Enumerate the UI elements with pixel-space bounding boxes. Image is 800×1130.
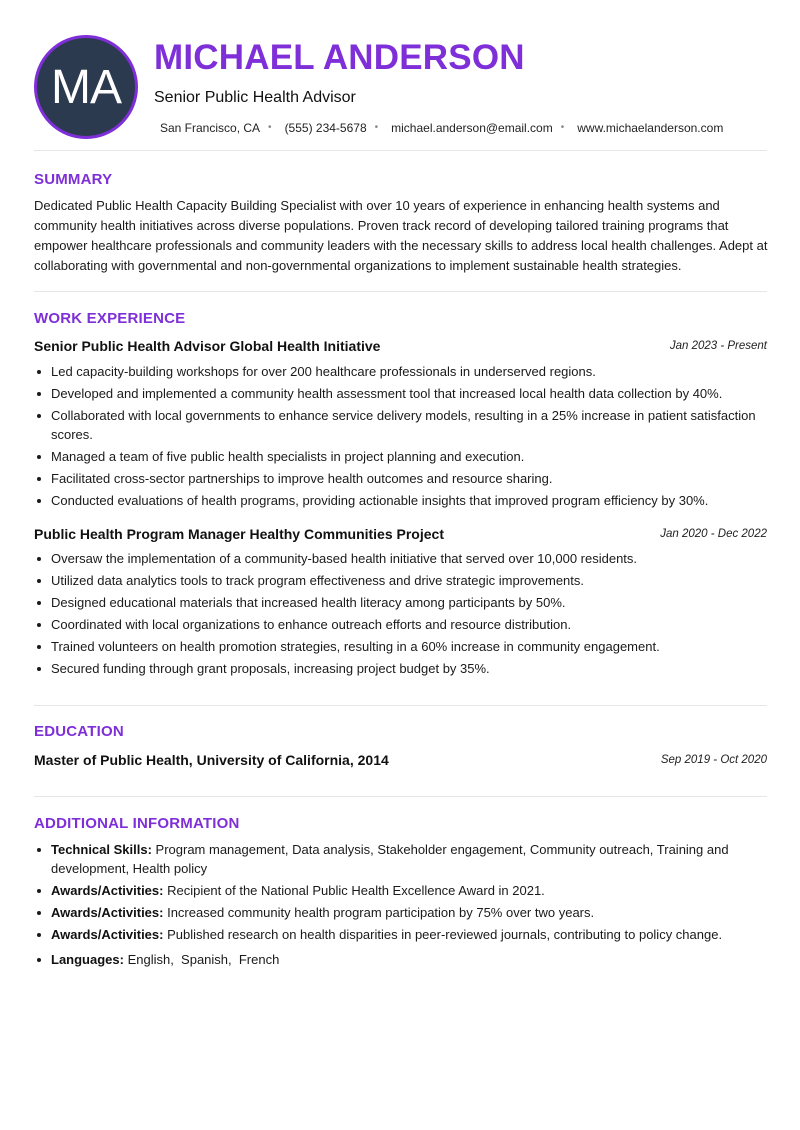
- work-experience-heading: WORK EXPERIENCE: [34, 310, 186, 327]
- list-item: [34, 881, 767, 900]
- divider: [34, 150, 767, 151]
- job-dates: Jan 2023 - Present: [669, 340, 767, 352]
- list-item: Developed and implemented a community health assessment tool that increased local health data collection by 40%.: [34, 384, 767, 403]
- job-title: Senior Public Health Advisor Global Health Initiative: [34, 338, 381, 354]
- list-item: Secured funding through grant proposals, increasing project budget by 35%.: [34, 659, 767, 678]
- item-text: Published research on health disparities in peer-reviewed journals, contributing to policy change.: [163, 927, 723, 942]
- item-label: Awards/Activities:: [51, 905, 164, 920]
- list-item: [34, 840, 767, 878]
- list-item: [34, 950, 767, 969]
- list-item: Designed educational materials that increased health literacy among participants by 50%.: [34, 593, 767, 612]
- item-text: Increased community health program participation by 75% over two years.: [163, 905, 595, 920]
- resume-page: [34, 0, 768, 967]
- item-label: Languages:: [51, 952, 124, 967]
- list-item: Oversaw the implementation of a community-based health initiative that served over 10,000 residents.: [34, 549, 767, 568]
- divider: [34, 291, 767, 292]
- education-dates: Sep 2019 - Oct 2020: [660, 754, 767, 766]
- item-label: Awards/Activities:: [51, 927, 164, 942]
- list-item: [34, 903, 767, 922]
- additional-info-heading: ADDITIONAL INFORMATION: [34, 815, 240, 832]
- list-item: Trained volunteers on health promotion strategies, resulting in a 60% increase in community engagement.: [34, 637, 767, 656]
- list-item: Managed a team of five public health specialists in project planning and execution.: [34, 447, 767, 466]
- divider: [34, 796, 767, 797]
- job-title: Public Health Program Manager Healthy Communities Project: [34, 526, 444, 542]
- list-item: Utilized data analytics tools to track program effectiveness and drive strategic improvements.: [34, 571, 767, 590]
- list-item: Collaborated with local governments to enhance service delivery models, resulting in a 25% increase in patient satisfaction scores.: [34, 406, 767, 444]
- item-label: Awards/Activities:: [51, 883, 164, 898]
- job-bullets: [34, 362, 767, 513]
- avatar: [34, 35, 138, 139]
- separator-dot-icon: •: [374, 122, 379, 133]
- resume-header: [34, 0, 767, 150]
- education-heading: EDUCATION: [34, 723, 124, 740]
- contact-line: [160, 120, 723, 136]
- contact-phone: (555) 234-5678: [284, 121, 367, 135]
- job-header: [34, 338, 767, 356]
- separator-dot-icon: •: [268, 122, 272, 133]
- summary-text: Dedicated Public Health Capacity Building Specialist with over 10 years of experience in enhancing health systems and community health initiatives across diverse populations. Proven track record of developing tailored training programs that empower healthcare professionals and community leaders with the necessary skills to address local health challenges. Adept at collaborating with governmental and non-governmental organizations to implement sustainable health strategies.: [34, 198, 768, 273]
- list-item: Conducted evaluations of health programs, providing actionable insights that improved program efficiency by 30%.: [34, 491, 767, 510]
- list-item: Led capacity-building workshops for over 200 healthcare professionals in underserved regions.: [34, 362, 767, 381]
- list-item: Coordinated with local organizations to enhance outreach efforts and resource distribution.: [34, 615, 767, 634]
- divider: [34, 705, 767, 706]
- additional-info-list: [34, 840, 767, 972]
- summary-heading: SUMMARY: [34, 171, 113, 188]
- list-item: [34, 925, 767, 944]
- separator-dot-icon: •: [560, 122, 565, 133]
- job-dates: Jan 2020 - Dec 2022: [660, 528, 767, 540]
- job-header: [34, 526, 767, 544]
- degree: Master of Public Health, University of California, 2014: [34, 752, 389, 768]
- item-text: Recipient of the National Public Health Excellence Award in 2021.: [163, 883, 545, 898]
- contact-website[interactable]: www.michaelanderson.com: [577, 121, 724, 135]
- contact-email[interactable]: michael.anderson@email.com: [391, 121, 553, 135]
- education-entry: [34, 752, 767, 770]
- contact-location: San Francisco, CA: [160, 121, 261, 135]
- avatar-initials: MA: [51, 60, 121, 114]
- item-text: Program management, Data analysis, Stakeholder engagement, Community outreach, Training and development, Health policy: [51, 842, 729, 876]
- job-bullets: [34, 549, 767, 681]
- candidate-title: Senior Public Health Advisor: [154, 89, 356, 106]
- item-text: English, Spanish, French: [123, 952, 280, 967]
- candidate-name: MICHAEL ANDERSON: [154, 38, 525, 77]
- list-item: Facilitated cross-sector partnerships to improve health outcomes and resource sharing.: [34, 469, 767, 488]
- item-label: Technical Skills:: [51, 842, 152, 857]
